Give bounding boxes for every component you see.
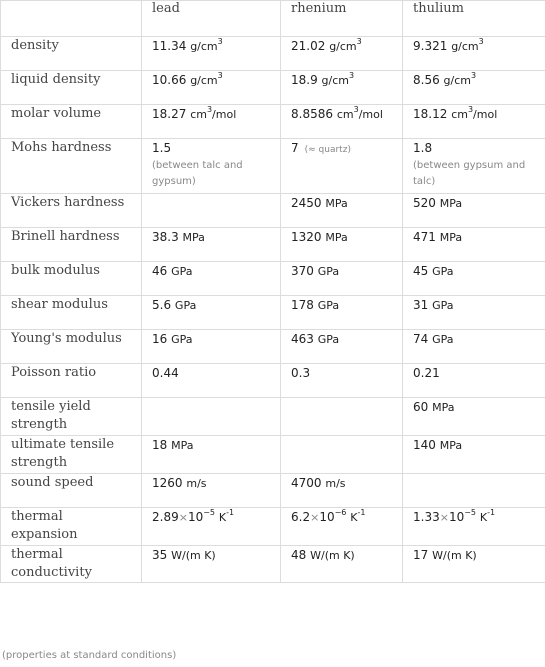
row-label: shear modulus bbox=[1, 296, 142, 330]
row-label: bulk modulus bbox=[1, 262, 142, 296]
cell-value: 0.21 bbox=[403, 364, 545, 398]
cell-value: 140 MPa bbox=[403, 436, 545, 474]
cell-value: 0.3 bbox=[281, 364, 403, 398]
cell-value: $6.2\times 10^{-6}$ $K^{-1}$ bbox=[281, 508, 403, 546]
table-row bbox=[1, 330, 545, 364]
table-row bbox=[1, 37, 545, 71]
header-row bbox=[1, 1, 545, 37]
col-header-lead: lead bbox=[142, 1, 281, 37]
cell-value: 74 GPa bbox=[403, 330, 545, 364]
cell-empty bbox=[142, 194, 281, 228]
cell-empty bbox=[281, 398, 403, 436]
cell-value: 8.8586 $cm^3$/mol bbox=[281, 105, 403, 139]
cell-value: 178 GPa bbox=[281, 296, 403, 330]
table-row bbox=[1, 194, 545, 228]
cell-value: 8.56 $g/cm^3$ bbox=[403, 71, 545, 105]
row-label: Brinell hardness bbox=[1, 228, 142, 262]
cell-value: 60 MPa bbox=[403, 398, 545, 436]
cell-note: (between gypsum and talc) bbox=[413, 160, 526, 187]
col-header-thulium: thulium bbox=[403, 1, 545, 37]
row-label: Young's modulus bbox=[1, 330, 142, 364]
cell-value: $1.33\times 10^{-5}$ $K^{-1}$ bbox=[403, 508, 545, 546]
cell-value: 48 W/(m K) bbox=[281, 546, 403, 583]
cell-value: 17 W/(m K) bbox=[403, 546, 545, 583]
row-label: Poisson ratio bbox=[1, 364, 142, 398]
table-row bbox=[1, 364, 545, 398]
row-label: sound speed bbox=[1, 474, 142, 508]
table-row bbox=[1, 436, 545, 474]
table-row bbox=[1, 398, 545, 436]
cell-value: 46 GPa bbox=[142, 262, 281, 296]
cell-value: 0.44 bbox=[142, 364, 281, 398]
cell-value: 471 MPa bbox=[403, 228, 545, 262]
table-row bbox=[1, 105, 545, 139]
cell-value: 520 MPa bbox=[403, 194, 545, 228]
table-row bbox=[1, 139, 545, 194]
row-label: molar volume bbox=[1, 105, 142, 139]
table-row bbox=[1, 71, 545, 105]
cell-value: 18.12 $cm^3$/mol bbox=[403, 105, 545, 139]
row-label: density bbox=[1, 37, 142, 71]
cell-value: 31 GPa bbox=[403, 296, 545, 330]
cell-value: 10.66 $g/cm^3$ bbox=[142, 71, 281, 105]
row-label: Mohs hardness bbox=[1, 139, 142, 194]
cell-value: 35 W/(m K) bbox=[142, 546, 281, 583]
cell-value: 18.9 $g/cm^3$ bbox=[281, 71, 403, 105]
cell-value: 1.5 (between talc and gypsum) bbox=[142, 139, 281, 194]
cell-value: 45 GPa bbox=[403, 262, 545, 296]
cell-empty bbox=[142, 398, 281, 436]
cell-value: 9.321 $g/cm^3$ bbox=[403, 37, 545, 71]
table-row bbox=[1, 546, 545, 583]
cell-value: 7 (≈ quartz) bbox=[281, 139, 403, 194]
cell-note: (between talc and gypsum) bbox=[152, 160, 243, 187]
col-header-rhenium: rhenium bbox=[281, 1, 403, 37]
cell-empty bbox=[281, 436, 403, 474]
cell-empty bbox=[403, 474, 545, 508]
row-label: thermal conductivity bbox=[1, 546, 142, 583]
cell-value: 2450 MPa bbox=[281, 194, 403, 228]
table-row bbox=[1, 296, 545, 330]
table-row bbox=[1, 508, 545, 546]
row-label: ultimate tensile strength bbox=[1, 436, 142, 474]
table-row bbox=[1, 228, 545, 262]
cell-value: 11.34 $g/cm^3$ bbox=[142, 37, 281, 71]
cell-value: 4700 m/s bbox=[281, 474, 403, 508]
footnote: (properties at standard conditions) bbox=[2, 650, 177, 661]
cell-value: 370 GPa bbox=[281, 262, 403, 296]
cell-value: 1.8 (between gypsum and talc) bbox=[403, 139, 545, 194]
cell-value: 16 GPa bbox=[142, 330, 281, 364]
table-row bbox=[1, 262, 545, 296]
cell-value: 18 MPa bbox=[142, 436, 281, 474]
cell-value: 1320 MPa bbox=[281, 228, 403, 262]
cell-value: 18.27 $cm^3$/mol bbox=[142, 105, 281, 139]
row-label: thermal expansion bbox=[1, 508, 142, 546]
cell-value: 38.3 MPa bbox=[142, 228, 281, 262]
table-row bbox=[1, 474, 545, 508]
cell-value: 1260 m/s bbox=[142, 474, 281, 508]
cell-value: 463 GPa bbox=[281, 330, 403, 364]
row-label: Vickers hardness bbox=[1, 194, 142, 228]
cell-value: $2.89\times 10^{-5}$ $K^{-1}$ bbox=[142, 508, 281, 546]
cell-note: (≈ quartz) bbox=[304, 145, 351, 155]
corner-cell bbox=[1, 1, 142, 37]
row-label: liquid density bbox=[1, 71, 142, 105]
cell-value: 5.6 GPa bbox=[142, 296, 281, 330]
row-label: tensile yield strength bbox=[1, 398, 142, 436]
cell-value: 21.02 $g/cm^3$ bbox=[281, 37, 403, 71]
